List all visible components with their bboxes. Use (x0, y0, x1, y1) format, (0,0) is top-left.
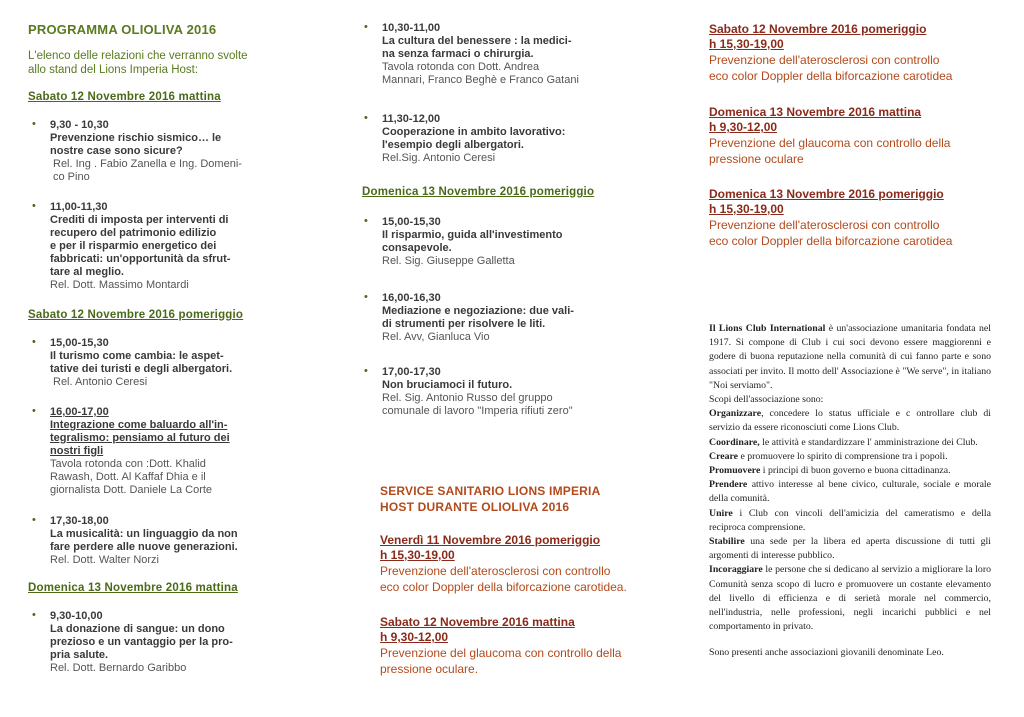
program-item: • 9,30 - 10,30 Prevenzione rischio sismico… le nostre case sono sicure? Rel. Ing . Fabio Zanella e Ing. Domeni- co Pino (32, 118, 242, 183)
program-title: PROGRAMMA OLIOLIVA 2016 (28, 22, 217, 37)
spacer (709, 634, 991, 646)
bullet-icon: • (364, 365, 368, 377)
lions-purpose: Stabilire una sede per la libera ed aperta discussione di tutti gli argomenti di interesse pubblico. (709, 536, 991, 562)
bullet-icon: • (32, 609, 36, 621)
program-item: • 10,30-11,00 La cultura del benessere : la medici- na senza farmaci o chirurgia. Tavola rotonda con Dott. Andrea Mannari, Franco Beghè e Franco Gatani (364, 21, 579, 86)
lions-purpose: Unire i Club con vincoli dell'amicizia del cameratismo e della reciproca comprensione. (709, 507, 991, 533)
program-item: • 17,00-17,30 Non bruciamoci il futuro. Rel. Sig. Antonio Russo del gruppo comunale di lavoro "Imperia rifiuti zero" (364, 365, 573, 417)
day-heading: Domenica 13 Novembre 2016 mattina (28, 582, 238, 594)
bullet-icon: • (364, 21, 368, 33)
day-heading: Sabato 12 Novembre 2016 mattina (28, 91, 221, 103)
lions-purpose: Prendere attivo interesse al bene civico, culturale, sociale e morale della comunità. (709, 479, 991, 505)
lions-purpose: Creare e promuovere lo spirito di comprensione tra i popoli. (709, 450, 948, 462)
service-block: Sabato 12 Novembre 2016 mattina h 9,30-12,00 Prevenzione del glaucoma con controllo della pressione oculare. (380, 615, 622, 676)
service-block: Sabato 12 Novembre 2016 pomeriggio h 15,30-19,00 Prevenzione dell'aterosclerosi con controllo eco color Doppler della biforcazione carotidea (709, 22, 953, 83)
lions-description (709, 322, 991, 661)
service-block: Venerdì 11 Novembre 2016 pomeriggio h 15,30-19,00 Prevenzione dell'aterosclerosi con controllo eco color Doppler della biforcazione carotidea. (380, 533, 627, 594)
bullet-icon: • (364, 215, 368, 227)
lions-purpose: Coordinare, le attività e standardizzare l' amministrazione dei Club. (709, 436, 978, 448)
lions-scopi-heading: Scopi dell'associazione sono: (709, 394, 824, 406)
program-item: • 16,00-17,00 Integrazione come baluardo all'in- tegralismo: pensiamo al futuro dei nostri figli Tavola rotonda con :Dott. Khalid Rawash, Dott. Al Kaffaf Dhia e il giornalista Dott. Daniele La Corte (32, 405, 230, 496)
program-intro: L'elenco delle relazioni che verranno svolte allo stand del Lions Imperia Host: (28, 50, 248, 76)
program-item: • 15,00-15,30 Il risparmio, guida all'investimento consapevole. Rel. Sig. Giuseppe Galletta (364, 215, 563, 267)
bullet-icon: • (32, 118, 36, 130)
bullet-icon: • (32, 200, 36, 212)
program-item: • 11,30-12,00 Cooperazione in ambito lavorativo: l'esempio degli albergatori. Rel.Sig. Antonio Ceresi (364, 112, 566, 164)
bullet-icon: • (32, 405, 36, 417)
lions-intro: Il Lions Club International è un'associazione umanitaria fondata nel 1917. Si compone di Club i cui soci devono essere maggiorenni e godere di buona reputazione nella comunità di cui fanno parte e sono associati per invito. Il motto dell' Associazione è "We serve", in italiano "Noi serviamo". (709, 323, 991, 391)
program-item: • 17,30-18,00 La musicalità: un linguaggio da non fare perdere alle nuove generazioni. Rel. Dott. Walter Norzi (32, 514, 238, 566)
service-block: Domenica 13 Novembre 2016 mattina h 9,30-12,00 Prevenzione del glaucoma con controllo della pressione oculare (709, 105, 951, 166)
lions-closing: Sono presenti anche associazioni giovanili denominate Leo. (709, 647, 944, 659)
lions-purpose: Promuovere i principi di buon governo e buona cittadinanza. (709, 465, 951, 477)
program-item: • 9,30-10,00 La donazione di sangue: un dono prezioso e un vantaggio per la pro- pria salute. Rel. Dott. Bernardo Garibbo (32, 609, 233, 674)
program-item: • 16,00-16,30 Mediazione e negoziazione: due vali- di strumenti per risolvere le liti. Rel. Avv, Gianluca Vio (364, 291, 574, 343)
bullet-icon: • (364, 291, 368, 303)
bullet-icon: • (32, 336, 36, 348)
service-title: SERVICE SANITARIO LIONS IMPERIA HOST DURANTE OLIOLIVA 2016 (380, 484, 601, 514)
bullet-icon: • (364, 112, 368, 124)
lions-purpose: Incoraggiare le persone che si dedicano al servizio a migliorare la loro Comunità senza scopo di lucro e promuovere un costante elevamento del livello di efficienza e di serietà morale nel commercio, nell'industria, nelle professioni, negli incarichi pubblici e nel comportamento in privato. (709, 564, 991, 633)
lions-purpose: Organizzare, concedere lo status ufficiale e c ontrollare club di servizio da essere riconosciuti come Lions Club. (709, 408, 991, 434)
program-item: • 11,00-11,30 Crediti di imposta per interventi di recupero del patrimonio edilizio e per il risparmio energetico dei fabbricati: un'opportunità da sfrut- tare al meglio. Rel. Dott. Massimo Montardi (32, 200, 231, 291)
service-block: Domenica 13 Novembre 2016 pomeriggio h 15,30-19,00 Prevenzione dell'aterosclerosi con controllo eco color Doppler della biforcazione carotidea (709, 187, 953, 248)
program-item: • 15,00-15,30 Il turismo come cambia: le aspet- tative dei turisti e degli albergatori. Rel. Antonio Ceresi (32, 336, 233, 388)
day-heading: Domenica 13 Novembre 2016 pomeriggio (362, 186, 595, 198)
bullet-icon: • (32, 514, 36, 526)
day-heading: Sabato 12 Novembre 2016 pomeriggio (28, 309, 244, 321)
